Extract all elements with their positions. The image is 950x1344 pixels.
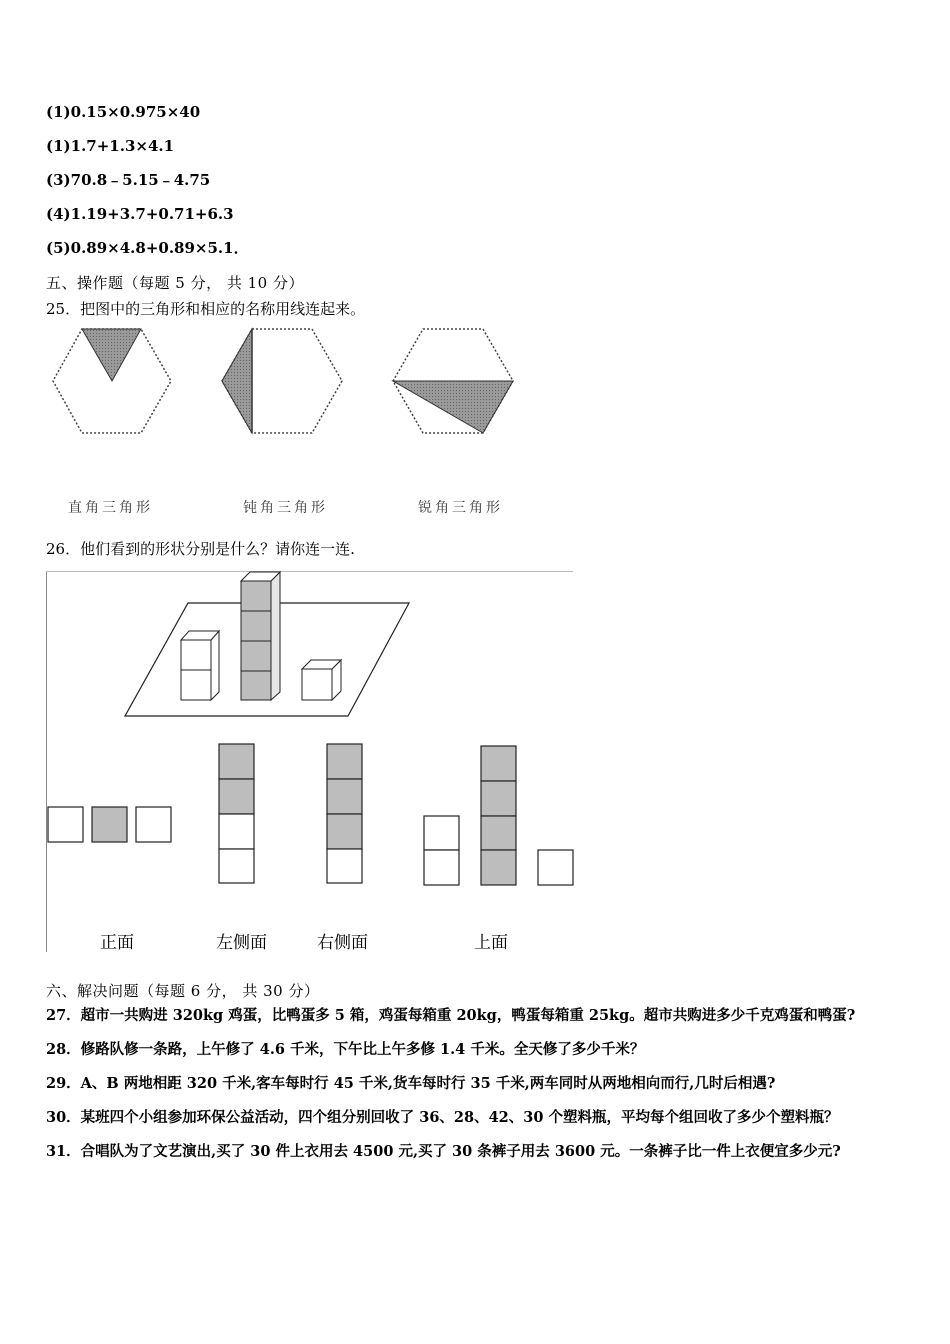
question-28: 28．修路队修一条路，上午修了 4.6 千米，下午比上午多修 1.4 千米。全天修了多少千米？ — [46, 1041, 645, 1058]
view-row-squares — [48, 807, 171, 842]
question-31: 31．合唱队为了文艺演出,买了 30 件上衣用去 4500 元,买了 30 条裤子用去 3600 元。一条裤子比一件上衣便宜多少元? — [46, 1143, 841, 1160]
cube-stack-middle — [241, 572, 280, 700]
calc-item-2: (1)1.7+1.3×4.1 — [46, 137, 175, 155]
calc-item-5: (5)0.89×4.8+0.89×5.1． — [46, 239, 249, 257]
q26-text: 26．他们看到的形状分别是什么？请你连一连. — [46, 540, 355, 558]
label-right-view: 右侧面 — [317, 933, 368, 953]
q25-text: 25．把图中的三角形和相应的名称用线连起来。 — [46, 300, 366, 318]
question-27: 27．超市一共购进 320kg 鸡蛋，比鸭蛋多 5 箱，鸡蛋每箱重 20kg，鸭蛋每箱重 25kg。超市共购进多少千克鸡蛋和鸭蛋? — [46, 1007, 856, 1024]
label-right-triangle: 直角三角形 — [68, 500, 153, 516]
cube-stack-left — [181, 631, 219, 700]
calc-item-4: (4)1.19+3.7+0.71+6.3 — [46, 205, 234, 223]
calc-item-1: (1)0.15×0.975×40 — [46, 103, 201, 121]
section5-title: 五、操作题（每题 5 分， 共 10 分） — [46, 274, 304, 292]
view-column-2gray-2white — [219, 744, 254, 883]
label-obtuse-triangle: 钝角三角形 — [243, 500, 328, 516]
question-29: 29．A、B 两地相距 320 千米,客车每时行 45 千米,货车每时行 35 千米,两车同时从两地相向而行,几时后相遇? — [46, 1075, 776, 1092]
label-front-view: 正面 — [100, 933, 134, 953]
label-top-view: 上面 — [474, 933, 508, 953]
cube-single-right — [302, 660, 341, 700]
section6-title: 六、解决问题（每题 6 分， 共 30 分） — [46, 982, 320, 1000]
label-acute-triangle: 锐角三角形 — [418, 500, 503, 516]
label-left-view: 左侧面 — [216, 933, 267, 953]
view-column-3gray-1white — [327, 744, 362, 883]
calc-item-3: (3)70.8﹣5.15﹣4.75 — [46, 171, 211, 189]
question-30: 30．某班四个小组参加环保公益活动，四个组分别回收了 36、28、42、30 个塑料瓶，平均每个组回收了多少个塑料瓶？ — [46, 1109, 839, 1126]
view-mixed-columns — [424, 746, 573, 885]
